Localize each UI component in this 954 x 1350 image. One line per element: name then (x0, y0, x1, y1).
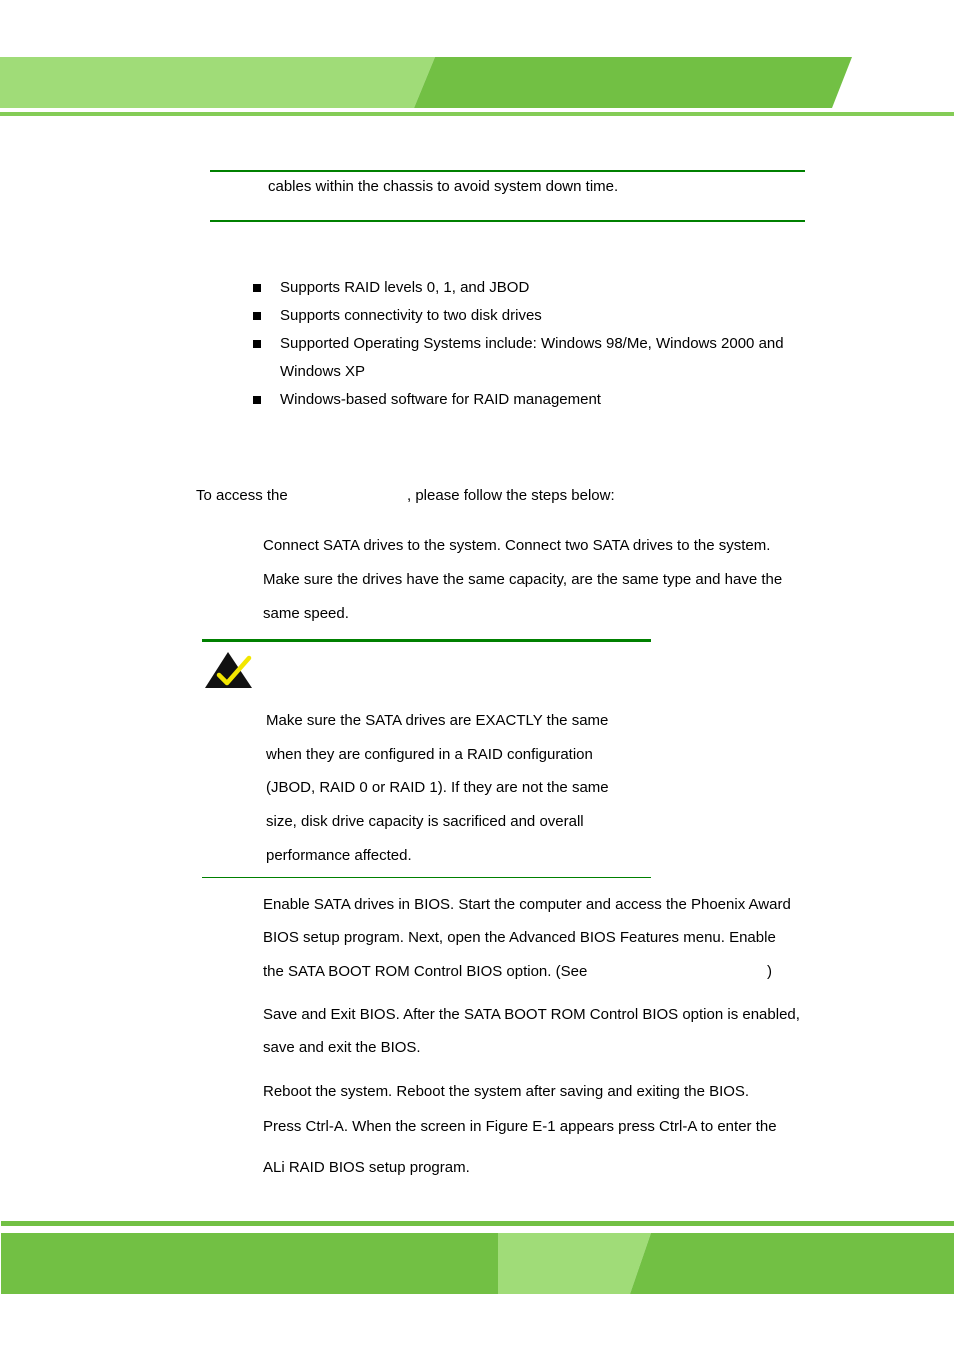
intro-text-before: To access the (196, 487, 288, 504)
step2-line: Enable SATA drives in BIOS. Start the computer and access the Phoenix Award (263, 896, 791, 913)
step2-line: BIOS setup program. Next, open the Advanced BIOS Features menu. Enable (263, 929, 776, 946)
note-line: when they are configured in a RAID configuration (266, 746, 593, 763)
step3-line: Save and Exit BIOS. After the SATA BOOT ROM Control BIOS option is enabled, (263, 1006, 800, 1023)
feature-item: Supports RAID levels 0, 1, and JBOD (280, 279, 530, 296)
footer-dark-band-left (1, 1233, 498, 1294)
step5-line: Press Ctrl-A. When the screen in Figure E-1 appears press Ctrl-A to enter the (263, 1118, 777, 1135)
bullet-icon (253, 284, 261, 292)
feature-item: Windows-based software for RAID management (280, 391, 601, 408)
feature-item-continued: Windows XP (280, 363, 366, 380)
feature-item: Supports connectivity to two disk drives (280, 307, 542, 324)
footer-dark-band-right (630, 1233, 954, 1294)
header-light-band (0, 57, 435, 108)
footer-light-band (498, 1233, 651, 1294)
note-bottom-rule (202, 877, 651, 878)
step1-line: Make sure the drives have the same capacity, are the same type and have the (263, 571, 783, 588)
header-banner (0, 0, 954, 120)
bullet-icon (253, 340, 261, 348)
step1-line: same speed. (263, 605, 349, 622)
step2-line: the SATA BOOT ROM Control BIOS option. (See (263, 963, 588, 980)
warning-text: cables within the chassis to avoid system down time. (268, 178, 619, 195)
bullet-icon (253, 312, 261, 320)
note-line: Make sure the SATA drives are EXACTLY the same (266, 712, 609, 729)
header-dark-band (414, 57, 852, 108)
footer-line (1, 1221, 954, 1226)
feature-item: Supported Operating Systems include: Windows 98/Me, Windows 2000 and (280, 335, 784, 352)
step5-line: ALi RAID BIOS setup program. (263, 1159, 470, 1176)
warning-bottom-rule (210, 220, 805, 222)
header-line (0, 112, 954, 116)
step4-line: Reboot the system. Reboot the system after saving and exiting the BIOS. (263, 1083, 750, 1100)
bullet-icon (253, 396, 261, 404)
warning-top-rule (210, 170, 805, 172)
note-line: performance affected. (266, 847, 412, 864)
footer-banner (0, 1215, 954, 1300)
note-line: size, disk drive capacity is sacrificed and overall (266, 813, 584, 830)
step1-line: Connect SATA drives to the system. Connect two SATA drives to the system. (263, 537, 771, 554)
note-line: (JBOD, RAID 0 or RAID 1). If they are not the same (266, 779, 609, 796)
intro-text-after: , please follow the steps below: (407, 487, 615, 504)
step2-line-end: ) (767, 963, 772, 980)
step3-line: save and exit the BIOS. (263, 1039, 421, 1056)
note-top-rule (202, 639, 651, 642)
checkmark-note-icon (204, 650, 256, 690)
